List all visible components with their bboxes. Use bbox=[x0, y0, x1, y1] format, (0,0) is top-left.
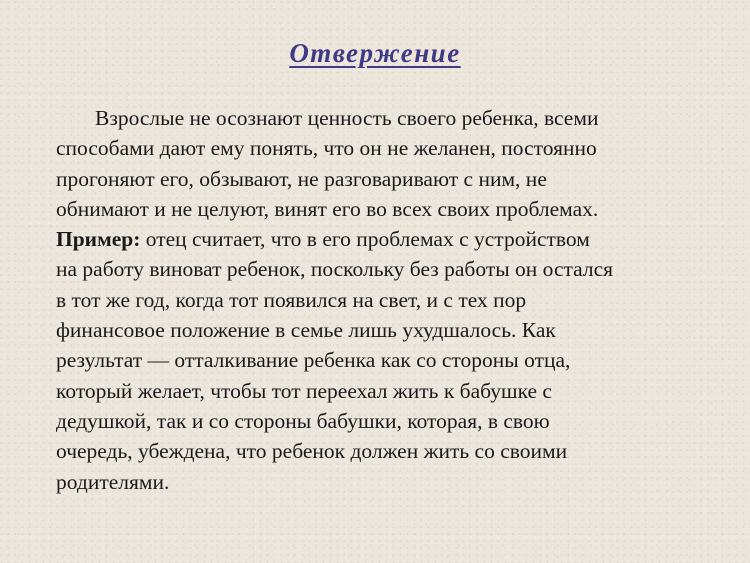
slide-title: Отвержение bbox=[289, 38, 461, 68]
text-line: родителями. bbox=[56, 469, 170, 494]
text-line: результат — отталкивание ребенка как со стороны отца, bbox=[56, 348, 571, 373]
text-line: дедушкой, так и со стороны бабушки, которая, в свою bbox=[56, 408, 550, 433]
text-line: отец считает, что в его проблемах с устройством bbox=[145, 227, 590, 252]
text-line: в тот же год, когда тот появился на свет, и с тех пор bbox=[56, 287, 527, 312]
text-line: финансовое положение в семье лишь ухудшалось. Как bbox=[56, 318, 556, 343]
example-line bbox=[56, 224, 716, 254]
body-paragraph bbox=[56, 103, 716, 497]
example-label: Пример: bbox=[56, 227, 141, 252]
text-line: который желает, чтобы тот переехал жить к бабушке с bbox=[56, 378, 552, 403]
text-line: обнимают и не целуют, винят его во всех своих проблемах. bbox=[56, 196, 599, 221]
text-line: способами дают ему понять, что он не желанен, постоянно bbox=[56, 136, 597, 161]
text-line: прогоняют его, обзывают, не разговаривают с ним, не bbox=[56, 166, 547, 191]
text-line: очередь, убеждена, что ребенок должен жить со своими bbox=[56, 439, 568, 464]
text-line: на работу виноват ребенок, поскольку без работы он остался bbox=[56, 257, 614, 282]
text-line: Взрослые не осознают ценность своего ребенка, всеми bbox=[95, 106, 599, 130]
